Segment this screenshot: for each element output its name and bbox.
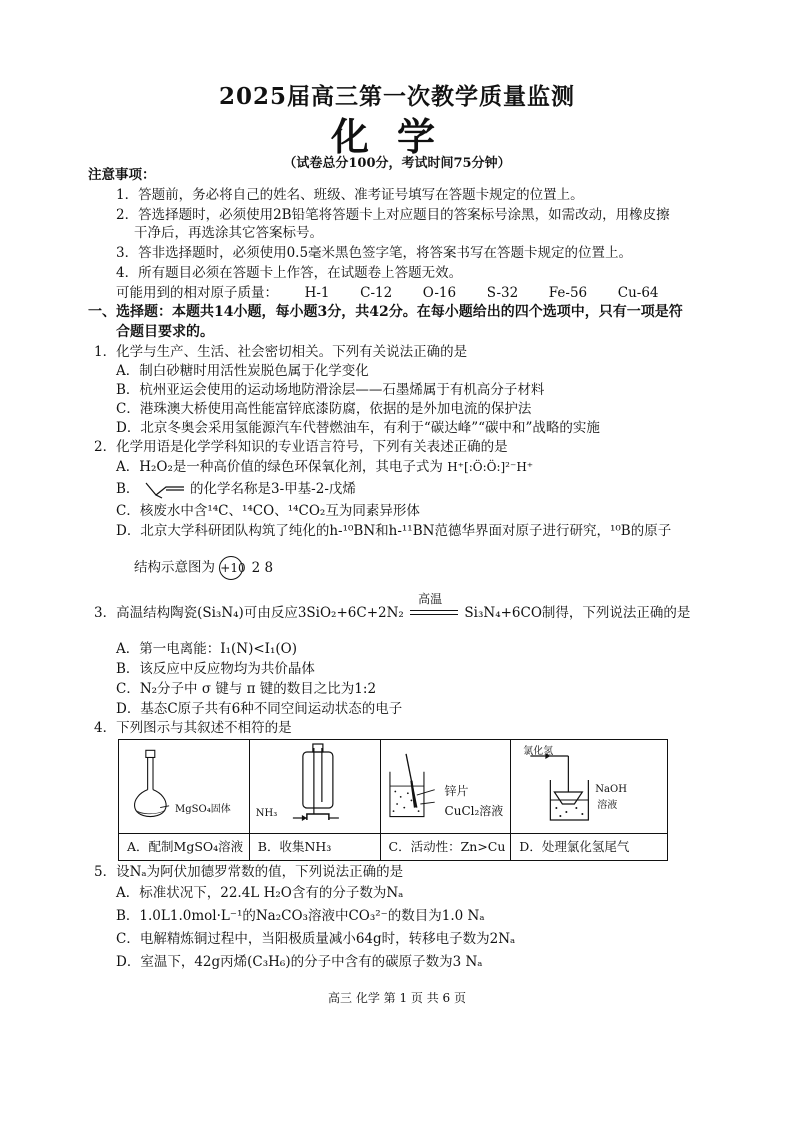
q2-option-a-text: A．H₂O₂是一种高价值的绿色环保氧化剂，其电子式为 <box>116 459 443 475</box>
q4-figure-table <box>118 739 668 861</box>
q1-option-b: B．杭州亚运会使用的运动场地防滑涂层——石墨烯属于有机高分子材料 <box>116 382 545 398</box>
q3-option-a: A．第一电离能：I₁(N)<I₁(O) <box>116 641 297 657</box>
atomic-mass: Cu-64 <box>617 285 659 301</box>
note-item: 4．所有题目必须在答题卡上作答，在试题卷上答题无效。 <box>116 265 463 281</box>
atomic-nucleus: +10 <box>219 556 243 580</box>
q1-stem: 1．化学与生产、生活、社会密切相关。下列有关说法正确的是 <box>94 344 468 360</box>
atomic-mass: S-32 <box>486 285 519 301</box>
subject-title: 化学 <box>330 114 463 159</box>
q1-option-a: A．制白砂糖时用活性炭脱色属于化学变化 <box>116 363 369 379</box>
note-item: 干净后，再选涂其它答案标号。 <box>134 225 323 241</box>
q1-option-d: D．北京冬奥会采用氢能源汽车代替燃油车，有利于“碳达峰”“碳中和”战略的实施 <box>116 420 600 436</box>
reaction-condition: 高温 <box>418 592 443 606</box>
pentene-skeletal-structure-icon <box>144 481 186 499</box>
q2-option-b <box>116 480 356 499</box>
q2-option-a <box>116 458 533 476</box>
q3-stem-post: Si₃N₄+6CO制得，下列说法正确的是 <box>464 605 691 621</box>
exam-title: 2025届高三第一次教学质量监测 <box>218 83 575 110</box>
q1-option-c: C．港珠澳大桥使用高性能富锌底漆防腐，依据的是外加电流的保护法 <box>116 401 532 417</box>
figure-c-label-2: CuCl₂溶液 <box>444 804 504 818</box>
gas-collection-bottle-icon <box>250 740 380 834</box>
atomic-mass: Fe-56 <box>548 285 588 301</box>
q2-option-d-cont <box>134 556 273 580</box>
page-footer: 高三 化学 第 1 页 共 6 页 <box>328 991 466 1005</box>
figure-b-label: NH₃ <box>255 808 278 819</box>
q5-option-a: A．标准状况下，22.4L H₂O含有的分子数为Nₐ <box>116 885 404 901</box>
q2-stem: 2．化学用语是化学学科知识的专业语言符号，下列有关表述正确的是 <box>94 439 508 455</box>
figure-a-caption: A．配制MgSO₄溶液 <box>119 833 249 860</box>
volumetric-flask-icon <box>119 740 249 834</box>
atomic-masses-label: 可能用到的相对原子质量： <box>116 285 278 301</box>
q2-option-d: D．北京大学科研团队构筑了纯化的h-¹⁰BN和h-¹¹BN范德华界面对原子进行研究，¹⁰B的原子 <box>116 523 672 539</box>
q2-option-c: C．核废水中含¹⁴C、¹⁴CO、¹⁴CO₂互为同素异形体 <box>116 503 420 519</box>
atomic-mass: C-12 <box>360 285 393 301</box>
q3-stem <box>94 592 691 622</box>
q3-stem-pre: 3．高温结构陶瓷(Si₃N₄)可由反应3SiO₂+6C+2N₂ <box>94 605 404 621</box>
q3-option-d: D．基态C原子共有6种不同空间运动状态的电子 <box>116 701 403 717</box>
figure-d <box>511 740 667 860</box>
figure-d-label: 氯化氢 <box>523 746 554 757</box>
figure-c <box>381 740 512 860</box>
figure-a-label: MgSO₄固体 <box>175 804 231 815</box>
figure-a <box>119 740 250 860</box>
figure-b-caption: B．收集NH₃ <box>250 833 380 860</box>
figure-d-label-2: NaOH <box>595 784 627 795</box>
section-heading: 一、选择题：本题共14小题，每小题3分，共42分。在每小题给出的四个选项中，只有一项是符 <box>88 304 683 320</box>
figure-b <box>250 740 381 860</box>
q2-option-b-text: 的化学名称是3-甲基-2-戊烯 <box>190 481 356 497</box>
q2-option-b-letter: B． <box>116 481 140 497</box>
score-info: （试卷总分100分，考试时间75分钟） <box>283 156 511 171</box>
q3-option-b: B．该反应中反应物均为共价晶体 <box>116 661 315 677</box>
notes-heading: 注意事项： <box>88 167 156 183</box>
figure-c-label: 锌片 <box>444 784 469 798</box>
reaction-arrow <box>408 592 460 622</box>
atomic-mass: H-1 <box>304 285 330 301</box>
figure-d-label-3: 溶液 <box>597 800 618 811</box>
q4-stem: 4．下列图示与其叙述不相符的是 <box>94 720 292 736</box>
atomic-mass: O-16 <box>422 285 457 301</box>
q5-option-b: B．1.0L1.0mol·L⁻¹的Na₂CO₃溶液中CO₃²⁻的数目为1.0 Nₐ <box>116 908 485 924</box>
atomic-masses <box>116 284 659 302</box>
figure-c-caption: C．活动性：Zn>Cu <box>381 833 511 860</box>
h2o2-electron-formula: H⁺[:Ö:Ö:]²⁻H⁺ <box>447 460 534 474</box>
q5-stem: 5．设Nₐ为阿伏加德罗常数的值，下列说法正确的是 <box>94 864 404 880</box>
section-heading-cont: 合题目要求的。 <box>116 324 214 340</box>
q5-option-c: C．电解精炼铜过程中，当阳极质量减小64g时，转移电子数为2Nₐ <box>116 931 516 947</box>
q5-option-d: D．室温下，42g丙烯(C₃H₆)的分子中含有的碳原子数为3 Nₐ <box>116 954 483 970</box>
figure-d-caption: D．处理氯化氢尾气 <box>511 833 667 860</box>
q3-option-c: C．N₂分子中 σ 键与 π 键的数目之比为1:2 <box>116 681 377 697</box>
electron-shells: 2 8 <box>251 559 274 576</box>
note-item: 3．答非选择题时，必须使用0.5毫米黑色签字笔，将答案书写在答题卡规定的位置上。 <box>116 245 633 261</box>
q2-option-d-text: 结构示意图为 <box>134 559 215 576</box>
note-item: 1．答题前，务必将自己的姓名、班级、准考证号填写在答题卡规定的位置上。 <box>116 187 584 203</box>
note-item: 2．答选择题时，必须使用2B铅笔将答题卡上对应题目的答案标号涂黑，如需改动，用橡皮擦 <box>116 207 670 223</box>
